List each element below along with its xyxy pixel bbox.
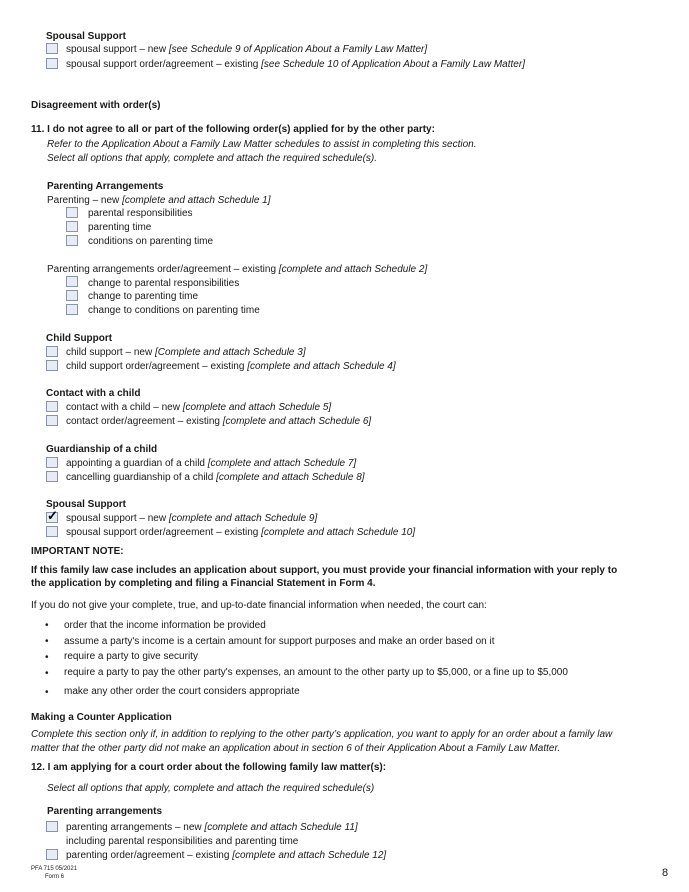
- conditions-parenting-time-checkbox[interactable]: [66, 235, 78, 246]
- child-support-existing-checkbox[interactable]: [46, 360, 58, 371]
- important-bullet-3: require a party to give security: [64, 651, 198, 662]
- counter-parenting-new-checkbox[interactable]: [46, 821, 58, 832]
- parenting-time-label: parenting time: [88, 222, 152, 233]
- counter-parenting-existing-label: parenting order/agreement – existing [complete and attach Schedule 12]: [66, 850, 387, 861]
- change-parenting-time-checkbox[interactable]: [66, 290, 78, 301]
- page-number: 8: [662, 867, 669, 879]
- parenting-new-label: Parenting – new [complete and attach Schedule 1]: [47, 195, 271, 206]
- bullet-icon: •: [45, 687, 49, 698]
- q11-instruction-2: Select all options that apply, complete and attach the required schedule(s).: [47, 153, 378, 164]
- child-support-new-checkbox[interactable]: [46, 346, 58, 357]
- parental-responsibilities-checkbox[interactable]: [66, 207, 78, 218]
- spousal-existing-checkbox[interactable]: [46, 526, 58, 537]
- spousal-existing-label: spousal support order/agreement – existing [complete and attach Schedule 10]: [66, 527, 416, 538]
- parental-responsibilities-label: parental responsibilities: [88, 208, 193, 219]
- form-code: PFA 715 05/2021: [31, 866, 78, 872]
- contact-existing-label: contact order/agreement – existing [complete and attach Schedule 6]: [66, 416, 372, 427]
- spousal-support-heading: Spousal Support: [46, 499, 126, 510]
- contact-existing-checkbox[interactable]: [46, 415, 58, 426]
- change-conditions-label: change to conditions on parenting time: [88, 305, 260, 316]
- important-bullet-5: make any other order the court considers appropriate: [64, 686, 300, 697]
- important-note-intro: If you do not give your complete, true, and up-to-date financial information when needed, the court can:: [31, 600, 487, 611]
- counter-application-desc-2: matter that the other party did not make an application about in section 6 of their Application About a Family Law Matter.: [31, 743, 561, 754]
- important-bullet-1: order that the income information be provided: [64, 620, 266, 631]
- bullet-icon: •: [45, 668, 49, 679]
- child-support-existing-label: child support order/agreement – existing [complete and attach Schedule 4]: [66, 361, 396, 372]
- disagreement-heading: Disagreement with order(s): [31, 100, 161, 111]
- important-note-line-1: If this family law case includes an application about support, you must provide your financial information with your reply to: [31, 565, 618, 576]
- bullet-icon: •: [45, 620, 49, 631]
- guardianship-heading: Guardianship of a child: [46, 444, 158, 455]
- contact-heading: Contact with a child: [46, 388, 141, 399]
- important-bullet-2: assume a party's income is a certain amount for support purposes and make an order based on it: [64, 636, 495, 647]
- checkmark-icon: ✓: [47, 508, 58, 523]
- parenting-time-checkbox[interactable]: [66, 221, 78, 232]
- change-parental-responsibilities-checkbox[interactable]: [66, 276, 78, 287]
- change-parenting-time-label: change to parenting time: [88, 291, 199, 302]
- question-12: 12. I am applying for a court order about the following family law matter(s):: [31, 762, 387, 773]
- cancel-guardianship-checkbox[interactable]: [46, 471, 58, 482]
- counter-application-desc-1: Complete this section only if, in addition to replying to the other party’s application, you want to apply for an order about a family law: [31, 729, 613, 740]
- bullet-icon: •: [45, 652, 49, 663]
- change-parental-responsibilities-label: change to parental responsibilities: [88, 278, 240, 289]
- spousal-support-heading-top: Spousal Support: [46, 31, 126, 42]
- appoint-guardian-checkbox[interactable]: [46, 457, 58, 468]
- change-conditions-checkbox[interactable]: [66, 304, 78, 315]
- counter-parenting-heading: Parenting arrangements: [47, 806, 163, 817]
- counter-select-all: Select all options that apply, complete and attach the required schedule(s): [47, 783, 375, 794]
- counter-parenting-new-label: parenting arrangements – new [complete and attach Schedule 11]: [66, 822, 358, 833]
- appoint-guardian-label: appointing a guardian of a child [complete and attach Schedule 7]: [66, 458, 357, 469]
- spousal-support-new-label: spousal support – new [see Schedule 9 of Application About a Family Law Matter]: [66, 44, 428, 55]
- contact-new-label: contact with a child – new [complete and attach Schedule 5]: [66, 402, 332, 413]
- counter-parenting-new-sub: including parental responsibilities and parenting time: [66, 836, 299, 847]
- bullet-icon: •: [45, 636, 49, 647]
- spousal-new-checkbox-checked[interactable]: [46, 508, 58, 523]
- child-support-new-label: child support – new [Complete and attach Schedule 3]: [66, 347, 306, 358]
- spousal-support-new-checkbox[interactable]: [46, 43, 58, 54]
- parenting-existing-label: Parenting arrangements order/agreement – existing [complete and attach Schedule 2]: [47, 264, 428, 275]
- conditions-parenting-time-label: conditions on parenting time: [88, 236, 214, 247]
- contact-new-checkbox[interactable]: [46, 401, 58, 412]
- cancel-guardianship-label: cancelling guardianship of a child [complete and attach Schedule 8]: [66, 472, 365, 483]
- important-note-line-2: the application by completing and filing a Financial Statement in Form 4.: [31, 578, 376, 589]
- form-name: Form 6: [45, 874, 65, 880]
- important-bullet-4: require a party to pay the other party's expenses, an amount to the other party up to $5,000, or a fine up to $5,000: [64, 667, 568, 678]
- spousal-support-existing-checkbox[interactable]: [46, 58, 58, 69]
- spousal-new-label: spousal support – new [complete and attach Schedule 9]: [66, 513, 318, 524]
- child-support-heading: Child Support: [46, 333, 113, 344]
- important-note-heading: IMPORTANT NOTE:: [31, 546, 124, 557]
- parenting-arrangements-heading: Parenting Arrangements: [47, 181, 164, 192]
- q11-instruction-1: Refer to the Application About a Family Law Matter schedules to assist in completing this section.: [47, 139, 477, 150]
- spousal-support-existing-label: spousal support order/agreement – existing [see Schedule 10 of Application About a Family Law Matter]: [66, 59, 525, 70]
- question-11: 11. I do not agree to all or part of the following order(s) applied for by the other party:: [31, 124, 435, 135]
- counter-application-heading: Making a Counter Application: [31, 712, 172, 723]
- counter-parenting-existing-checkbox[interactable]: [46, 849, 58, 860]
